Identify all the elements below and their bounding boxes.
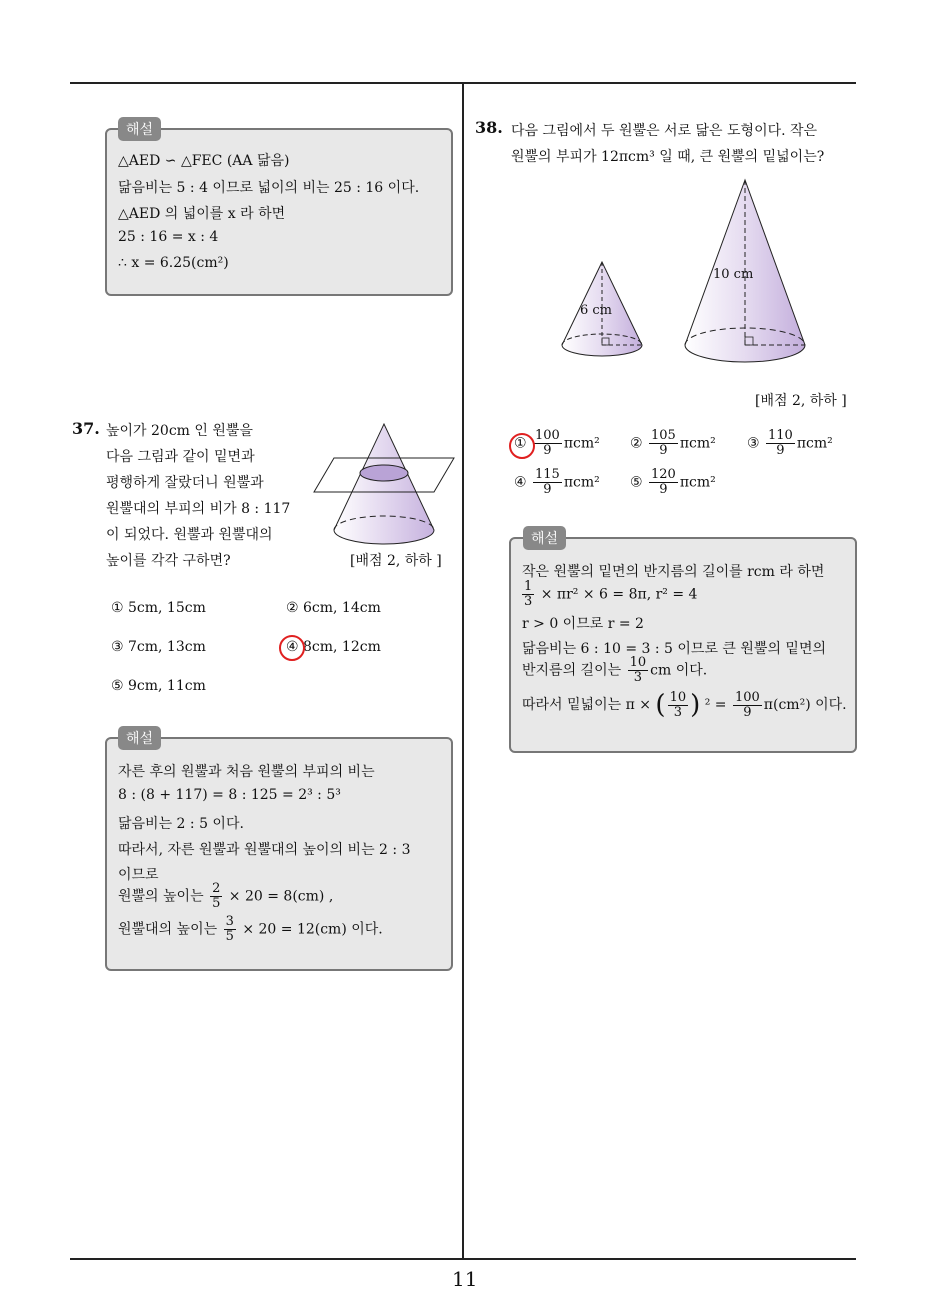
unit: πcm²: [679, 435, 716, 452]
denominator: 3: [673, 704, 682, 720]
right-paren: ): [690, 690, 701, 720]
numerator: 1: [524, 579, 533, 594]
choice[interactable]: ③ 7cm, 13cm: [111, 639, 206, 655]
question-text: 다음 그림과 같이 밑면과: [106, 449, 255, 465]
score-label: [배점 2, 하하 ]: [350, 553, 442, 569]
choice[interactable]: [747, 429, 833, 458]
fraction: [628, 656, 649, 685]
denominator: 5: [212, 896, 221, 911]
numerator: 100: [535, 428, 560, 443]
choice-mark: ①: [514, 435, 527, 452]
solution-line: [522, 690, 847, 720]
choice[interactable]: ④ 8cm, 12cm: [286, 639, 381, 655]
question-text: 이 되었다. 원뿔과 원뿔대의: [106, 527, 273, 543]
fraction: [533, 429, 562, 458]
two-similar-cones-figure: [555, 175, 815, 370]
denominator: 3: [524, 594, 533, 609]
fraction: [224, 915, 236, 944]
choice[interactable]: [630, 468, 716, 497]
solution-line: 25 : 16 = x : 4: [118, 229, 219, 245]
choice[interactable]: ① 5cm, 15cm: [111, 600, 206, 616]
text: × 20 = 12(cm) 이다.: [242, 921, 383, 938]
numerator: 10: [629, 655, 647, 670]
denominator: 3: [633, 670, 642, 685]
numerator: 100: [734, 689, 760, 705]
unit: πcm²: [796, 435, 833, 452]
choice-mark: ③: [747, 435, 760, 452]
text: 원뿔대의 높이는: [118, 921, 218, 938]
small-cone-height-label: 6 cm: [580, 303, 613, 318]
text: ² =: [704, 697, 727, 713]
cone-with-plane-figure: [312, 420, 457, 550]
solution-line: 닮음비는 5 : 4 이므로 넓이의 비는 25 : 16 이다.: [118, 180, 420, 196]
page-number: 11: [452, 1267, 478, 1291]
solution-line: 이므로: [118, 867, 159, 883]
solution-line: [118, 882, 333, 911]
unit: πcm²: [563, 435, 600, 452]
solution-line: 따라서, 자른 원뿔과 원뿔대의 높이의 비는 2 : 3: [118, 842, 411, 858]
unit: πcm²: [679, 474, 716, 491]
numerator: 115: [535, 467, 560, 482]
fraction: [533, 468, 562, 497]
fraction: [733, 691, 762, 720]
numerator: 3: [225, 914, 234, 929]
choice[interactable]: [630, 429, 716, 458]
solution-line: ∴ x = 6.25(cm²): [118, 255, 229, 271]
question-number: 37.: [72, 419, 100, 438]
question-text: 원뿔대의 부피의 비가 8 : 117: [106, 501, 291, 517]
solution-tag: 해설: [118, 117, 161, 141]
numerator: 10: [669, 689, 687, 705]
solution-line: [522, 656, 707, 685]
denominator: 9: [543, 482, 552, 497]
left-paren: (: [655, 690, 666, 720]
denominator: 9: [776, 443, 785, 458]
solution-line: △AED 의 넓이를 x 라 하면: [118, 206, 286, 222]
question-text: 다음 그림에서 두 원뿔은 서로 닮은 도형이다. 작은: [511, 123, 818, 139]
choice-mark: ⑤: [630, 474, 643, 491]
numerator: 120: [651, 467, 676, 482]
solution-line: [118, 915, 383, 944]
text: × 20 = 8(cm) ,: [228, 888, 334, 905]
choice[interactable]: ⑤ 9cm, 11cm: [111, 678, 206, 694]
question-text: 높이를 각각 구하면?: [106, 553, 231, 569]
denominator: 9: [659, 443, 668, 458]
text: cm 이다.: [650, 662, 708, 679]
solution-line: 닮음비는 2 : 5 이다.: [118, 816, 244, 832]
answer-mark-circle: [279, 635, 305, 661]
choice[interactable]: ② 6cm, 14cm: [286, 600, 381, 616]
denominator: 9: [543, 443, 552, 458]
score-label: [배점 2, 하하 ]: [755, 393, 847, 409]
solution-tag: 해설: [523, 526, 566, 550]
large-cone-height-label: 10 cm: [713, 267, 754, 282]
text: 원뿔의 높이는: [118, 888, 204, 905]
fraction: [766, 429, 795, 458]
question-text: 높이가 20cm 인 원뿔을: [106, 423, 253, 439]
fraction: [649, 429, 678, 458]
text: × πr² × 6 = 8π, r² = 4: [540, 586, 698, 603]
text: π(cm²) 이다.: [763, 697, 847, 713]
choice-mark: ④: [514, 474, 527, 491]
choice[interactable]: [514, 468, 600, 497]
question-text: 평행하게 잘랐더니 원뿔과: [106, 475, 264, 491]
choice-mark: ②: [630, 435, 643, 452]
text: 반지름의 길이는: [522, 662, 622, 679]
column-divider: [462, 82, 464, 1259]
solution-line: r > 0 이므로 r = 2: [522, 616, 644, 632]
solution-line: [520, 580, 697, 609]
denominator: 9: [659, 482, 668, 497]
answer-mark-circle: [509, 433, 535, 459]
solution-line: 작은 원뿔의 밑면의 반지름의 길이를 rcm 라 하면: [522, 564, 825, 580]
fraction: [522, 580, 534, 609]
fraction: [210, 882, 222, 911]
text: 따라서 밑넓이는 π ×: [522, 697, 651, 713]
unit: πcm²: [563, 474, 600, 491]
fraction: [668, 691, 689, 720]
denominator: 5: [225, 929, 234, 944]
solution-tag: 해설: [118, 726, 161, 750]
numerator: 2: [212, 881, 221, 896]
question-text: 원뿔의 부피가 12πcm³ 일 때, 큰 원뿔의 밑넓이는?: [511, 149, 825, 165]
question-number: 38.: [475, 118, 503, 137]
denominator: 9: [743, 704, 752, 720]
fraction: [649, 468, 678, 497]
solution-line: 8 : (8 + 117) = 8 : 125 = 2³ : 5³: [118, 787, 341, 803]
numerator: 105: [651, 428, 676, 443]
bottom-rule: [70, 1258, 856, 1260]
numerator: 110: [768, 428, 793, 443]
solution-line: △AED ∽ △FEC (AA 닮음): [118, 153, 290, 169]
solution-line: 닮음비는 6 : 10 = 3 : 5 이므로 큰 원뿔의 밑면의: [522, 641, 826, 657]
solution-line: 자른 후의 원뿔과 처음 원뿔의 부피의 비는: [118, 764, 375, 780]
